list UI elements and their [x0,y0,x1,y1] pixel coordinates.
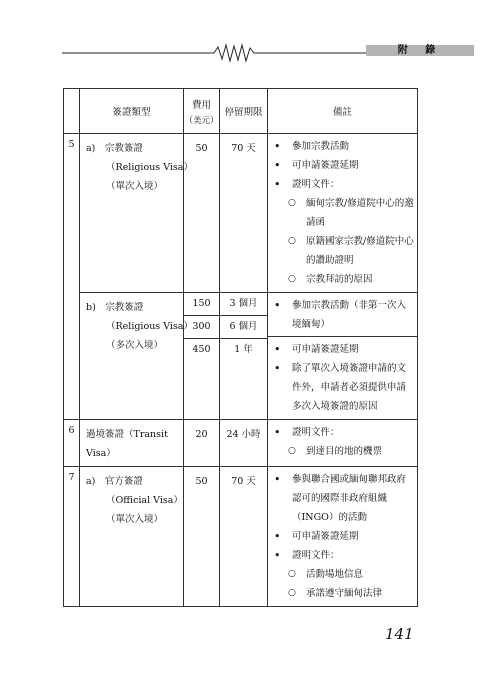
note-item: • 可申請簽證延期 [272,527,415,546]
row-stay: 70 天 [220,134,268,293]
table-row [64,467,418,607]
table-row [64,134,418,293]
header-fee-label: 費用 [191,99,211,111]
note-item: • 參加宗教活動（非第一次入境緬甸） [272,296,415,334]
row-fee: 50 [184,467,220,607]
note-item: • 參與聯合國或緬甸聯邦政府認可的國際非政府組織（INGO）的活動 [272,470,415,527]
type-line: a) 官方簽證 [86,476,143,487]
row-index: 5 [64,134,80,420]
row-notes [268,293,418,420]
header-type: 簽證類型 [80,89,184,134]
page-number: 141 [385,625,414,643]
note-item: • 證明文件： [272,423,415,442]
row-index: 7 [64,467,80,607]
row-type [80,420,184,467]
row-stay-group [220,293,268,420]
row-type [80,134,193,293]
row-notes [268,420,418,467]
note-item: • 除了單次入境簽證申請的文件外，申請者必須提供申請多次入境簽證的原因 [272,359,415,416]
row-type [80,467,184,607]
header-fee-unit: （美元） [184,115,219,126]
row-stay: 1 年 [234,344,253,355]
row-fee: 20 [184,420,220,467]
table-header-row [64,89,418,134]
row-type [80,293,193,420]
heartbeat-line-icon [62,36,412,66]
type-line: b) 宗教簽證 [86,302,144,313]
row-index: 6 [64,420,80,467]
row-stay: 6 個月 [220,316,267,339]
row-notes [268,134,418,293]
note-subitem: ○ 承諾遵守緬甸法律 [272,584,415,603]
table-row [64,293,418,420]
type-line: （多次入境） [106,340,164,351]
row-fee-group [184,293,220,420]
type-line: （Religious Visa） [106,162,193,173]
visa-table [63,88,418,607]
note-item: • 參加宗教活動 [272,137,415,156]
type-line: Visa） [86,448,116,459]
row-fee: 450 [192,344,211,355]
note-item: • 證明文件： [272,546,415,565]
type-line: （Official Visa） [106,495,183,506]
header-stay: 停留期限 [220,89,268,134]
type-line: a) 宗教簽證 [86,143,143,154]
type-line: （Religious Visa） [106,321,193,332]
header-note: 備註 [268,89,418,134]
note-item: • 可申請簽證延期 [272,156,415,175]
note-subitem: ○ 緬甸宗教/修道院中心的邀請函 [272,194,415,232]
note-item: • 可申請簽證延期 [272,340,415,359]
row-stay: 70 天 [220,467,268,607]
row-stay: 24 小時 [220,420,268,467]
note-subitem: ○ 原籍國家宗教/修道院中心的讚助證明 [272,232,415,270]
row-fee: 50 [184,134,220,293]
note-subitem: ○ 到達目的地的機票 [272,442,415,461]
appendix-label: 附 錄 [366,45,474,56]
type-line: （單次入境） [106,514,164,525]
row-notes [268,467,418,607]
row-fee: 150 [184,293,219,316]
note-subitem: ○ 活動場地信息 [272,565,415,584]
note-item: • 證明文件： [272,175,415,194]
header-fee [184,89,220,134]
type-line: 過境簽證（Transit [86,429,168,440]
header-index [64,89,80,134]
page-header [62,36,443,66]
note-subitem: ○ 宗教拜訪的原因 [272,270,415,289]
type-line: （單次入境） [106,181,164,192]
row-stay: 3 個月 [220,293,267,316]
row-fee: 300 [184,316,219,339]
table-row [64,420,418,467]
